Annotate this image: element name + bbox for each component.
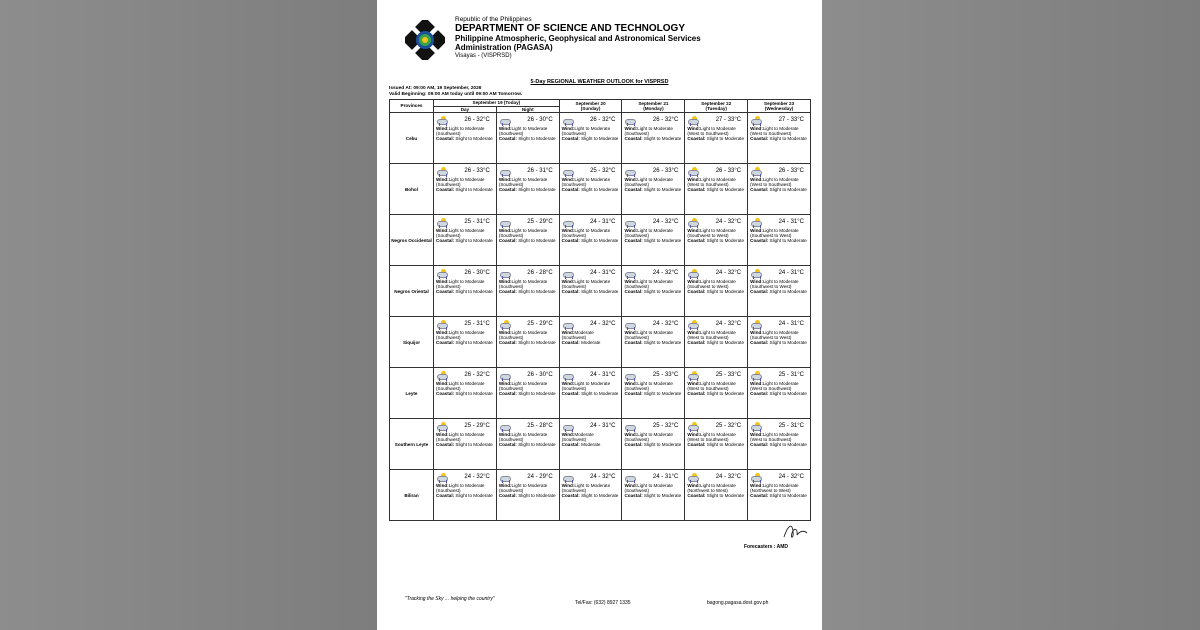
wind-info: Wind:Light to Moderate (Southwest)	[498, 126, 548, 137]
forecast-cell	[685, 317, 748, 368]
coastal-info: Coastal: Slight to Moderate	[750, 493, 807, 499]
coastal-info: Coastal: Slight to Moderate	[436, 238, 493, 244]
cloudy-rain-icon	[562, 218, 573, 226]
forecast-cell	[434, 113, 497, 164]
background-right	[822, 0, 1200, 630]
temperature-range: 24 - 32°C	[778, 474, 804, 480]
partly-cloudy-rain-icon	[750, 167, 761, 175]
background-left	[0, 0, 377, 630]
temperature-range: 26 - 30°C	[464, 270, 490, 276]
wind-info: Wind:Light to Moderate (Southwest)	[436, 126, 485, 137]
wind-info: Wind:Light to Moderate (West to Southwest)	[750, 126, 799, 137]
forecast-cell	[496, 164, 559, 215]
coastal-info: Coastal: Slight to Moderate	[687, 289, 745, 295]
outlook-title: 5-Day REGIONAL WEATHER OUTLOOK for VISPRSD	[530, 79, 669, 85]
temperature-range: 24 - 31°C	[778, 270, 804, 276]
province-name: Bohol	[390, 164, 434, 215]
forecast-cell	[559, 164, 622, 215]
forecast-cell	[748, 419, 811, 470]
wind-info: Wind:Light to Moderate (Southwest to West)	[687, 228, 736, 239]
cloudy-rain-icon	[624, 116, 635, 124]
partly-cloudy-rain-icon	[499, 320, 510, 328]
temperature-range: 26 - 32°C	[464, 372, 490, 378]
temperature-range: 26 - 32°C	[652, 117, 679, 123]
forecast-cell	[434, 419, 497, 470]
wind-info: Wind:Light to Moderate (West to Southwest)	[687, 432, 736, 443]
cloudy-rain-icon	[499, 167, 510, 175]
forecast-cell	[559, 113, 622, 164]
partly-cloudy-rain-icon	[436, 422, 447, 430]
forecast-cell	[496, 266, 559, 317]
coastal-info: Coastal: Slight to Moderate	[561, 493, 619, 499]
coastal-info: Coastal: Slight to Moderate	[498, 289, 556, 295]
forecast-cell	[748, 470, 811, 521]
temperature-range: 25 - 29°C	[527, 219, 553, 225]
forecast-cell	[434, 215, 497, 266]
temperature-range: 25 - 32°C	[590, 168, 616, 174]
temperature-range: 25 - 31°C	[464, 219, 490, 225]
cloudy-rain-icon	[499, 116, 510, 124]
cloudy-rain-icon	[562, 422, 573, 430]
temperature-range: 24 - 32°C	[652, 270, 679, 276]
wind-info: Wind:Moderate (Southwest)	[561, 330, 594, 341]
partly-cloudy-rain-icon	[750, 320, 761, 328]
wind-info: Wind:Light to Moderate (Southwest)	[561, 483, 611, 494]
partly-cloudy-rain-icon	[687, 422, 698, 430]
wind-info: Wind:Light to Moderate (Southwest)	[498, 483, 548, 494]
partly-cloudy-rain-icon	[436, 116, 447, 124]
wind-info: Wind:Light to Moderate (West to Southwest)	[687, 330, 736, 341]
cloudy-rain-icon	[562, 167, 573, 175]
forecast-cell	[434, 164, 497, 215]
forecast-cell	[622, 164, 685, 215]
wind-info: Wind:Light to Moderate (Southwest)	[498, 279, 548, 290]
partly-cloudy-rain-icon	[750, 371, 761, 379]
wind-info: Wind:Light to Moderate (Southwest)	[498, 330, 548, 341]
coastal-info: Coastal: Slight to Moderate	[498, 391, 556, 397]
wind-info: Wind:Light to Moderate (Southwest)	[436, 228, 485, 239]
temperature-range: 25 - 28°C	[527, 423, 553, 429]
partly-cloudy-rain-icon	[750, 422, 761, 430]
coastal-info: Coastal: Slight to Moderate	[687, 340, 745, 346]
coastal-info: Coastal: Slight to Moderate	[624, 340, 682, 346]
temperature-range: 24 - 31°C	[590, 372, 616, 378]
forecast-cell	[748, 113, 811, 164]
forecast-cell	[559, 470, 622, 521]
temperature-range: 25 - 31°C	[778, 372, 804, 378]
wind-info: Wind:Light to Moderate (Southwest)	[436, 330, 485, 341]
table-row	[390, 113, 811, 164]
table-row	[390, 266, 811, 317]
temperature-range: 25 - 32°C	[652, 423, 679, 429]
cloudy-rain-icon	[499, 218, 510, 226]
wind-info: Wind:Light to Moderate (West to Southwest)	[687, 177, 736, 188]
forecast-cell	[685, 164, 748, 215]
cloudy-rain-icon	[624, 269, 635, 277]
forecaster-signature	[780, 521, 810, 543]
forecast-cell	[685, 113, 748, 164]
cloudy-rain-icon	[624, 218, 635, 226]
today-day-header: Day	[434, 106, 497, 113]
table-row	[390, 317, 811, 368]
coastal-info: Coastal: Slight to Moderate	[687, 493, 745, 499]
cloudy-rain-icon	[624, 371, 635, 379]
wind-info: Wind:Moderate (Southwest)	[561, 432, 594, 443]
temperature-range: 24 - 32°C	[464, 474, 490, 480]
temperature-range: 25 - 31°C	[778, 423, 804, 429]
table-row	[390, 419, 811, 470]
forecast-cell	[685, 470, 748, 521]
cloudy-rain-icon	[624, 473, 635, 481]
partly-cloudy-rain-icon	[436, 473, 447, 481]
coastal-info: Coastal: Slight to Moderate	[498, 493, 556, 499]
coastal-info: Coastal: Slight to Moderate	[561, 391, 619, 397]
partly-cloudy-rain-icon	[687, 473, 698, 481]
coastal-info: Coastal: Slight to Moderate	[498, 340, 556, 346]
wind-info: Wind:Light to Moderate (West to Southwest)	[750, 177, 799, 188]
coastal-info: Coastal: Moderate	[561, 340, 601, 346]
forecast-cell	[748, 164, 811, 215]
day-header-2: September 21 (Monday)	[622, 100, 685, 113]
today-header: September 19 (Today)	[434, 100, 560, 107]
temperature-range: 24 - 32°C	[715, 219, 742, 225]
cloudy-rain-icon	[499, 473, 510, 481]
temperature-range: 24 - 31°C	[778, 321, 804, 327]
coastal-info: Coastal: Slight to Moderate	[624, 136, 682, 142]
temperature-range: 26 - 32°C	[464, 117, 490, 123]
temperature-range: 26 - 28°C	[527, 270, 553, 276]
wind-info: Wind:Light to Moderate (Southwest)	[436, 483, 485, 494]
province-name: Negros Oriental	[390, 266, 434, 317]
coastal-info: Coastal: Slight to Moderate	[498, 442, 556, 448]
forecast-cell	[434, 317, 497, 368]
republic-text: Republic of the Philippines	[455, 16, 532, 23]
coastal-info: Coastal: Slight to Moderate	[624, 289, 682, 295]
forecast-cell	[622, 317, 685, 368]
coastal-info: Coastal: Slight to Moderate	[750, 238, 807, 244]
coastal-info: Coastal: Slight to Moderate	[624, 391, 682, 397]
temperature-range: 26 - 31°C	[527, 168, 553, 174]
forecast-cell	[559, 368, 622, 419]
partly-cloudy-rain-icon	[687, 116, 698, 124]
forecast-cell	[622, 368, 685, 419]
temperature-range: 24 - 31°C	[778, 219, 804, 225]
wind-info: Wind:Light to Moderate (Southwest to West)	[750, 228, 799, 239]
coastal-info: Coastal: Slight to Moderate	[436, 340, 493, 346]
forecast-cell	[622, 215, 685, 266]
temperature-range: 26 - 33°C	[715, 168, 742, 174]
temperature-range: 24 - 32°C	[715, 270, 742, 276]
coastal-info: Coastal: Slight to Moderate	[624, 238, 682, 244]
coastal-info: Coastal: Slight to Moderate	[624, 493, 682, 499]
cloudy-rain-icon	[624, 167, 635, 175]
wind-info: Wind:Light to Moderate (Southwest)	[624, 381, 673, 392]
cloudy-rain-icon	[562, 269, 573, 277]
provinces-header: Provinces	[390, 100, 434, 113]
coastal-info: Coastal: Slight to Moderate	[498, 136, 556, 142]
wind-info: Wind:Light to Moderate (Southwest)	[561, 279, 611, 290]
footer-slogan: "Tracking the Sky ... helping the country"	[405, 596, 495, 602]
wind-info: Wind:Light to Moderate (Southwest)	[561, 126, 611, 137]
coastal-info: Coastal: Slight to Moderate	[498, 187, 556, 193]
partly-cloudy-rain-icon	[436, 167, 447, 175]
footer-telfax: Tel/Fax: (632) 8927 1335	[575, 600, 631, 606]
issued-at: Issued At: 09:00 AM, 19 September, 2026	[389, 86, 482, 91]
temperature-range: 24 - 32°C	[715, 321, 742, 327]
wind-info: Wind:Light to Moderate (Southwest)	[561, 228, 611, 239]
forecast-cell	[748, 368, 811, 419]
wind-info: Wind:Light to Moderate (Southwest)	[498, 228, 548, 239]
department-name: DEPARTMENT OF SCIENCE AND TECHNOLOGY	[455, 23, 686, 34]
cloudy-rain-icon	[624, 422, 635, 430]
province-name: Southern Leyte	[390, 419, 434, 470]
coastal-info: Coastal: Slight to Moderate	[687, 442, 745, 448]
forecast-cell	[559, 266, 622, 317]
partly-cloudy-rain-icon	[687, 320, 698, 328]
coastal-info: Coastal: Slight to Moderate	[498, 238, 556, 244]
cloudy-rain-icon	[562, 116, 573, 124]
cloudy-rain-icon	[499, 269, 510, 277]
temperature-range: 24 - 32°C	[590, 474, 616, 480]
temperature-range: 24 - 29°C	[527, 474, 553, 480]
agency-header	[455, 16, 701, 59]
coastal-info: Coastal: Slight to Moderate	[436, 187, 493, 193]
wind-info: Wind:Light to Moderate (Southwest)	[498, 177, 548, 188]
partly-cloudy-rain-icon	[687, 218, 698, 226]
temperature-range: 24 - 31°C	[590, 270, 616, 276]
coastal-info: Coastal: Slight to Moderate	[561, 238, 619, 244]
province-name: Leyte	[390, 368, 434, 419]
wind-info: Wind:Light to Moderate (West to Southwest)	[750, 432, 799, 443]
table-row	[390, 470, 811, 521]
table-row	[390, 164, 811, 215]
province-name: Negros Occidental	[390, 215, 434, 266]
temperature-range: 26 - 30°C	[527, 372, 553, 378]
partly-cloudy-rain-icon	[436, 371, 447, 379]
cloudy-rain-icon	[499, 422, 510, 430]
temperature-range: 25 - 33°C	[715, 372, 742, 378]
coastal-info: Coastal: Slight to Moderate	[750, 391, 807, 397]
partly-cloudy-rain-icon	[436, 320, 447, 328]
temperature-range: 26 - 30°C	[527, 117, 553, 123]
wind-info: Wind:Light to Moderate (Southwest)	[624, 177, 673, 188]
wind-info: Wind:Light to Moderate (West to Southwest)	[750, 381, 799, 392]
temperature-range: 24 - 32°C	[652, 219, 679, 225]
day-header-3: September 22 (Tuesday)	[685, 100, 748, 113]
coastal-info: Coastal: Slight to Moderate	[687, 238, 745, 244]
coastal-info: Coastal: Slight to Moderate	[436, 391, 493, 397]
temperature-range: 25 - 29°C	[527, 321, 553, 327]
coastal-info: Coastal: Slight to Moderate	[436, 493, 493, 499]
coastal-info: Coastal: Slight to Moderate	[561, 136, 619, 142]
forecast-cell	[748, 215, 811, 266]
province-name: Siquijor	[390, 317, 434, 368]
temperature-range: 24 - 32°C	[715, 474, 742, 480]
wind-info: Wind:Light to Moderate (Southwest)	[436, 381, 485, 392]
temperature-range: 24 - 31°C	[652, 474, 679, 480]
coastal-info: Coastal: Slight to Moderate	[687, 136, 745, 142]
wind-info: Wind:Light to Moderate (Southwest)	[624, 432, 673, 443]
wind-info: Wind:Light to Moderate (Southwest)	[561, 177, 611, 188]
wind-info: Wind:Light to Moderate (Southwest)	[498, 432, 548, 443]
wind-info: Wind:Light to Moderate (Southwest)	[624, 330, 673, 341]
partly-cloudy-rain-icon	[750, 218, 761, 226]
coastal-info: Coastal: Slight to Moderate	[561, 289, 619, 295]
forecast-cell	[434, 470, 497, 521]
partly-cloudy-rain-icon	[687, 269, 698, 277]
wind-info: Wind:Light to Moderate (Southwest to West)	[687, 279, 736, 290]
forecast-cell	[496, 368, 559, 419]
wind-info: Wind:Light to Moderate (Southwest)	[624, 279, 673, 290]
agency-name-line2: Administration (PAGASA)	[455, 43, 553, 52]
temperature-range: 25 - 29°C	[464, 423, 490, 429]
forecast-cell	[559, 419, 622, 470]
document-page	[377, 0, 822, 630]
coastal-info: Coastal: Slight to Moderate	[436, 289, 493, 295]
partly-cloudy-rain-icon	[750, 116, 761, 124]
province-name: Cebu	[390, 113, 434, 164]
coastal-info: Coastal: Slight to Moderate	[561, 187, 619, 193]
forecast-cell	[748, 317, 811, 368]
coastal-info: Coastal: Slight to Moderate	[750, 136, 807, 142]
coastal-info: Coastal: Slight to Moderate	[687, 391, 745, 397]
temperature-range: 27 - 33°C	[715, 117, 742, 123]
coastal-info: Coastal: Slight to Moderate	[750, 340, 807, 346]
coastal-info: Coastal: Slight to Moderate	[436, 136, 493, 142]
coastal-info: Coastal: Slight to Moderate	[624, 187, 682, 193]
issue-info	[389, 86, 522, 98]
temperature-range: 25 - 32°C	[715, 423, 742, 429]
region-text: Visayas - (VISPRSD)	[455, 53, 512, 59]
partly-cloudy-rain-icon	[687, 167, 698, 175]
forecast-cell	[622, 470, 685, 521]
wind-info: Wind:Light to Moderate (Northwest to West)	[687, 483, 736, 494]
forecast-cell	[685, 266, 748, 317]
cloudy-rain-icon	[499, 371, 510, 379]
wind-info: Wind:Light to Moderate (Southwest)	[436, 432, 485, 443]
forecast-cell	[559, 215, 622, 266]
outlook-table	[389, 99, 811, 521]
coastal-info: Coastal: Slight to Moderate	[436, 442, 493, 448]
temperature-range: 24 - 32°C	[652, 321, 679, 327]
wind-info: Wind:Light to Moderate (Southwest)	[561, 381, 611, 392]
province-name: Biliran	[390, 470, 434, 521]
coastal-info: Coastal: Slight to Moderate	[687, 187, 745, 193]
coastal-info: Coastal: Slight to Moderate	[750, 442, 807, 448]
forecast-cell	[496, 470, 559, 521]
temperature-range: 27 - 33°C	[778, 117, 804, 123]
forecast-cell	[685, 419, 748, 470]
forecast-cell	[622, 419, 685, 470]
temperature-range: 26 - 32°C	[590, 117, 616, 123]
temperature-range: 26 - 33°C	[778, 168, 804, 174]
table-row	[390, 368, 811, 419]
partly-cloudy-rain-icon	[687, 371, 698, 379]
wind-info: Wind:Light to Moderate (Southwest)	[624, 483, 673, 494]
wind-info: Wind:Light to Moderate (Southwest)	[624, 228, 673, 239]
temperature-range: 25 - 33°C	[652, 372, 679, 378]
valid-beginning: Valid Beginning: 09:00 AM today until 09:00 AM Tomorrow.	[389, 92, 523, 97]
today-night-header: Night	[496, 106, 559, 113]
wind-info: Wind:Light to Moderate (Southwest)	[498, 381, 548, 392]
partly-cloudy-rain-icon	[750, 473, 761, 481]
table-row	[390, 215, 811, 266]
temperature-range: 24 - 31°C	[590, 219, 616, 225]
forecast-cell	[622, 266, 685, 317]
forecast-cell	[622, 113, 685, 164]
partly-cloudy-rain-icon	[436, 269, 447, 277]
forecast-cell	[685, 368, 748, 419]
cloudy-rain-icon	[624, 320, 635, 328]
temperature-range: 25 - 31°C	[464, 321, 490, 327]
temperature-range: 26 - 33°C	[652, 168, 679, 174]
forecast-cell	[434, 368, 497, 419]
dost-logo-icon	[405, 20, 445, 60]
coastal-info: Coastal: Moderate	[561, 442, 601, 448]
forecast-cell	[496, 215, 559, 266]
wind-info: Wind:Light to Moderate (Southwest)	[624, 126, 673, 137]
cloudy-rain-icon	[562, 473, 573, 481]
cloudy-rain-icon	[562, 320, 573, 328]
day-header-1: September 20 (Sunday)	[559, 100, 622, 113]
wind-info: Wind:Light to Moderate (Southwest to West)	[750, 279, 799, 290]
wind-info: Wind:Light to Moderate (West to Southwest)	[687, 126, 736, 137]
wind-info: Wind:Light to Moderate (Southwest to West)	[750, 330, 799, 341]
temperature-range: 26 - 33°C	[464, 168, 490, 174]
forecast-cell	[748, 266, 811, 317]
forecast-cell	[559, 317, 622, 368]
partly-cloudy-rain-icon	[436, 218, 447, 226]
coastal-info: Coastal: Slight to Moderate	[750, 289, 807, 295]
cloudy-rain-icon	[562, 371, 573, 379]
forecast-cell	[496, 317, 559, 368]
coastal-info: Coastal: Slight to Moderate	[624, 442, 682, 448]
footer-website: bagong.pagasa.dost.gov.ph	[707, 600, 769, 606]
wind-info: Wind:Light to Moderate (West to Southwest)	[687, 381, 736, 392]
day-header-4: September 23 (Wednesday)	[748, 100, 811, 113]
agency-name-line1: Philippine Atmospheric, Geophysical and Astronomical Services	[455, 34, 701, 43]
wind-info: Wind:Light to Moderate (Northwest to West)	[750, 483, 799, 494]
forecast-cell	[434, 266, 497, 317]
forecasters-line: Forecasters : AMD	[744, 544, 788, 550]
forecast-cell	[496, 113, 559, 164]
temperature-range: 24 - 31°C	[590, 423, 616, 429]
partly-cloudy-rain-icon	[750, 269, 761, 277]
wind-info: Wind:Light to Moderate (Southwest)	[436, 177, 485, 188]
forecast-cell	[685, 215, 748, 266]
forecast-cell	[496, 419, 559, 470]
temperature-range: 24 - 32°C	[590, 321, 616, 327]
wind-info: Wind:Light to Moderate (Southwest)	[436, 279, 485, 290]
coastal-info: Coastal: Slight to Moderate	[750, 187, 807, 193]
